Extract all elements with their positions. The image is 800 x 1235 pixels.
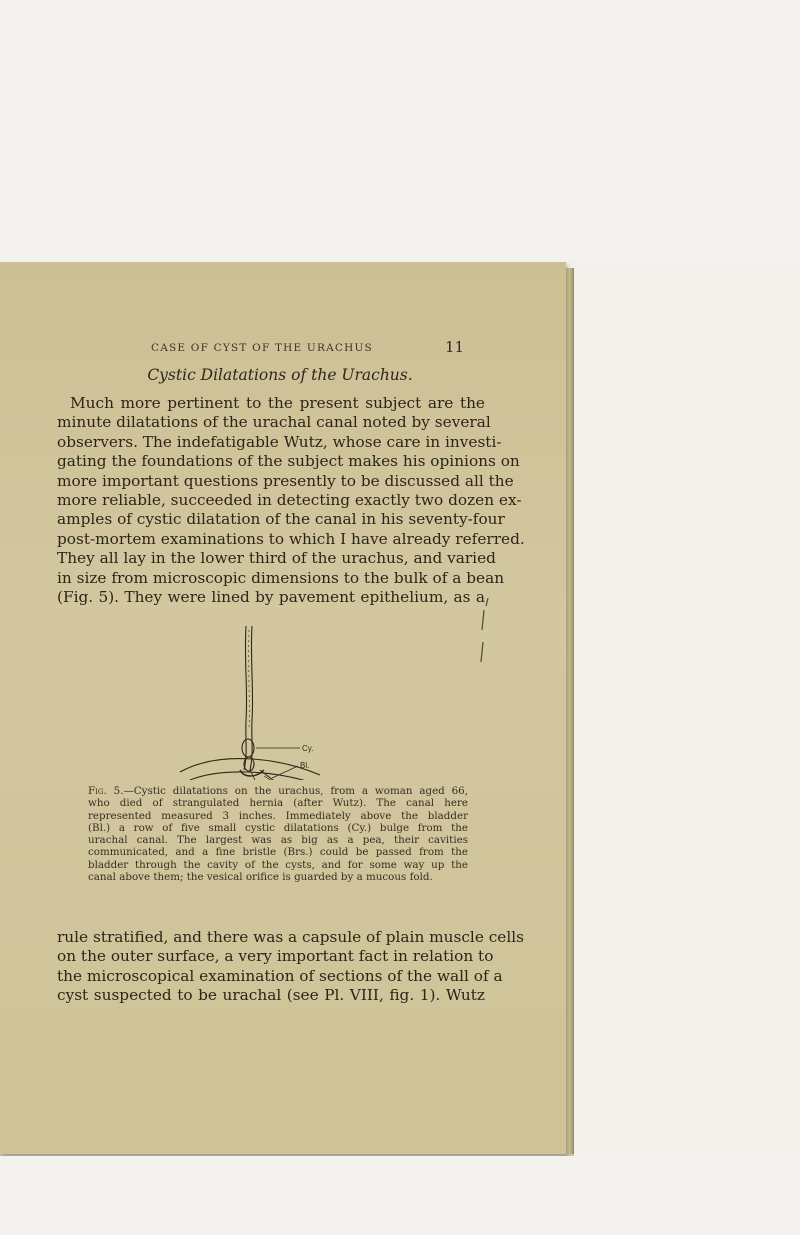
figure-caption [76, 785, 468, 883]
caption-line-text: —Cystic dilatations on the urachus, from a woman aged 66, [123, 785, 468, 797]
page-number: 11 [445, 338, 465, 356]
paragraph-line: in size from microscopic dimensions to the bulk of a bean [57, 568, 505, 587]
paragraph-line: post-mortem examinations to which I have already referred. [57, 529, 525, 548]
paragraph-2 [57, 928, 524, 1006]
caption-line: communicated, and a fine bristle (Brs.) could be passed from the [88, 846, 468, 859]
label-bl: Bl. [300, 761, 310, 770]
paragraph-line: Much more pertinent to the present subject are the [70, 394, 485, 412]
paragraph-line: rule stratified, and there was a capsule of plain muscle cells [57, 928, 524, 946]
caption-line: canal above them; the vesical orifice is guarded by a mucous fold. [88, 871, 433, 884]
paragraph-1 [57, 394, 525, 607]
pencil-margin-mark [478, 596, 492, 666]
paragraph-line: They all lay in the lower third of the urachus, and varied [57, 549, 496, 568]
paragraph-line: observers. The indefatigable Wutz, whose care in investi- [57, 432, 502, 451]
paragraph-line: minute dilatations of the urachal canal noted by several [57, 413, 491, 432]
paragraph-line: cyst suspected to be urachal (see Pl. VIII, fig. 1). Wutz [57, 986, 485, 1005]
paragraph-line: (Fig. 5). They were lined by pavement epithelium, as a [57, 588, 485, 607]
caption-line: urachal canal. The largest was as big as a pea, their cavities [88, 834, 468, 847]
background-bottom [0, 1156, 800, 1235]
caption-line: represented measured 3 inches. Immediately above the bladder [88, 809, 468, 822]
paragraph-line: gating the foundations of the subject makes his opinions on [57, 452, 520, 471]
paragraph-line: on the outer surface, a very important fact in relation to [57, 947, 494, 966]
background-top [0, 0, 800, 262]
paragraph-line: more reliable, succeeded in detecting exactly two dozen ex- [57, 491, 522, 510]
paragraph-line: more important questions presently to be discussed all the [57, 471, 514, 490]
caption-figure-label: Fig. 5. [88, 785, 124, 797]
section-title: Cystic Dilatations of the Urachus. [147, 366, 413, 384]
running-head: CASE OF CYST OF THE URACHUS [151, 342, 373, 354]
figure-urachus-illustration [160, 620, 400, 780]
paragraph-line: the microscopical examination of sections of the wall of a [57, 966, 503, 985]
caption-line: bladder through the cavity of the cysts, and for some way up the [88, 858, 468, 871]
caption-line [76, 785, 468, 797]
caption-line: (Bl.) a row of five small cystic dilatations (Cy.) bulge from the [88, 821, 468, 834]
caption-line: who died of strangulated hernia (after Wutz). The canal here [88, 797, 468, 810]
page-fore-edge [566, 268, 574, 1154]
label-cy: Cy. [302, 744, 314, 753]
urachal-canal [244, 626, 247, 770]
paragraph-line: amples of cystic dilatation of the canal in his seventy-four [57, 510, 505, 529]
